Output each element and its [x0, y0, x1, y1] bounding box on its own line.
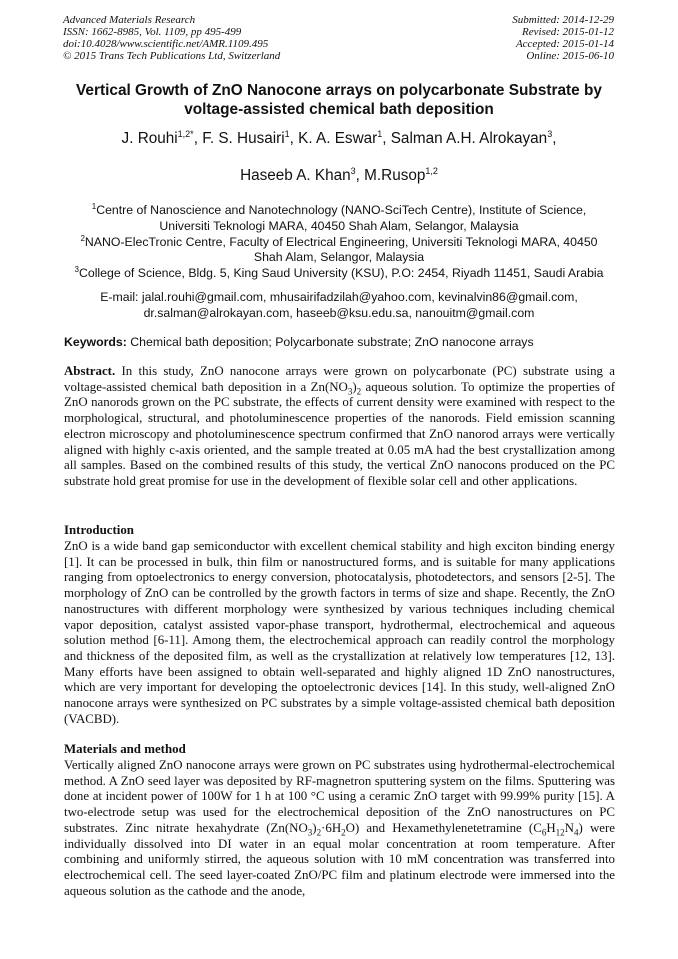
dates-header — [394, 14, 614, 62]
author-name: J. Rouhi — [121, 130, 178, 147]
body-text: ·6H — [321, 820, 342, 835]
section-heading-materials: Materials and method — [64, 742, 186, 756]
title-line: Vertical Growth of ZnO Nanocone arrays on polycarbonate Substrate by — [76, 82, 602, 99]
body-text: ) — [312, 820, 317, 835]
author-name: Salman A.H. Alrokayan — [390, 130, 548, 147]
body-text: N — [564, 820, 574, 835]
abstract-text: ) — [352, 379, 357, 394]
affiliation-mark: 3 — [74, 265, 79, 275]
author-affil-mark: 1,2 — [425, 165, 438, 176]
keywords — [64, 335, 616, 351]
paper-title — [56, 81, 622, 119]
revised-date: Revised: 2015-01-12 — [522, 26, 614, 38]
author-name: M.Rusop — [364, 167, 426, 184]
body-text: Vertically aligned ZnO nanocone arrays were grown on PC substrates using hydrothermal-electrochemical method. A ZnO seed layer was deposited by RF-magnetron sputtering system on the films. Sputtering was done at incident power of 100W for 1 h at 100 °C using a ceramic ZnO target with 99.99% purity [15]. A two-electrode setup was used for the electrochemical deposition of the ZnO nanostructures on PC substrates. Zinc nitrate hexahydrate (Zn(NO — [64, 758, 615, 835]
keywords-label: Keywords: — [64, 335, 127, 349]
abstract-text: aqueous solution. To optimize the properties of ZnO nanorods grown on the PC substrate, the effects of current density were examined with respect to the morphological, structural, and photoluminescence properties of the nanorods. Field emission scanning electron microscopy and photoluminescence spectrum confirmed that ZnO nanorod arrays were vertically aligned with highly c-axis oriented, and the sample treated at 0.05 mA had the best crystallization among all samples. Based on the combined results of this study, the vertical ZnO nanocons produced on the PC substrate hold great promise for use in the development of flexible solar cell and other applications. — [64, 379, 615, 488]
author-list: J. Rouhi$^{1,2*}$, F. S. Husairi$^1$, K. A. Eswar$^1$, Salman A.H. Alrokayan$^3$, — [121, 128, 557, 147]
author-affil-mark: 3 — [547, 128, 553, 139]
affiliations — [50, 203, 628, 282]
subscript: 3 — [307, 827, 313, 838]
author-name: K. A. Eswar — [298, 130, 378, 147]
abstract — [64, 364, 615, 490]
journal-header — [63, 14, 383, 62]
subscript: 6 — [541, 827, 547, 838]
affiliation-mark: 2 — [80, 233, 85, 243]
affiliation-text: Centre of Nanoscience and Nanotechnology (NANO-SciTech Centre), Institute of Science, — [96, 203, 587, 217]
issn: ISSN: 1662-8985, Vol. 1109, pp 495-499 — [63, 26, 242, 38]
section-heading-introduction: Introduction — [64, 523, 134, 537]
author-affil-mark: 1,2* — [177, 128, 194, 139]
journal-name: Advanced Materials Research — [63, 14, 196, 26]
materials-paragraph — [64, 758, 615, 899]
body-text: ) were individually dissolved into DI water in an equal molar concentration at room temperature. After combining and uniformly stirred, the aqueous solution with 10 mM concentration was transferred into electrochemical cell. The seed layer-coated ZnO/PC film and platinum electrode were immersed into the aqueous solution as the cathode and the anode, — [64, 820, 615, 898]
affiliation-text: Shah Alam, Selangor, Malaysia — [253, 250, 425, 265]
keywords-text: Chemical bath deposition; Polycarbonate substrate; ZnO nanocone arrays — [130, 335, 534, 349]
affiliation — [50, 203, 628, 219]
author-name: Haseeb A. Khan — [240, 167, 351, 184]
doi: doi:10.4028/www.scientific.net/AMR.1109.495 — [63, 38, 269, 50]
author-list: Haseeb A. Khan$^3$, M.Rusop$^{1,2}$ — [240, 165, 438, 184]
affiliation-text: Universiti Teknologi MARA, 40450 Shah Alam, Selangor, Malaysia — [159, 218, 519, 233]
subscript: 4 — [573, 827, 579, 838]
subscript: 2 — [341, 827, 346, 838]
accepted-date: Accepted: 2015-01-14 — [515, 38, 614, 50]
online-date: Online: 2015-06-10 — [526, 50, 614, 62]
body-text: O) and Hexamethylenetetramine (C — [345, 820, 542, 835]
title-line: voltage-assisted chemical bath deposition — [184, 101, 494, 118]
introduction-paragraph: ZnO is a wide band gap semiconductor with excellent chemical stability and high exciton binding energy [1]. It can be processed in bulk, thin film or nanostructured forms, and is suitable for many applications ranging from optoelectronics to energy conversion, photocatalysis, photodetectors, and sensors [2-5]. The morphology of ZnO can be controlled by the growth factors in terms of size and shape. Recently, the ZnO nanostructures with different morphology were synthesized by various techniques including chemical vapor deposition, catalyst assisted vapor-phase transport, hydrothermal, electrochemical and aqueous solution method [6-11]. Among them, the electrochemical approach can readily control the morphology and thickness of the deposited film, as well as the crystallization at relatively low temperatures [12, 13]. Many efforts have been assigned to obtain well-separated and highly aligned 1D ZnO nanostructures, which are very important for developing the optoelectronic devices [14]. In this study, well-aligned ZnO nanocone arrays were synthesized on PC substrates by a simple voltage-assisted chemical bath deposition (VACBD). — [64, 539, 615, 726]
affiliation — [50, 266, 628, 282]
subscript: 2 — [356, 386, 362, 397]
affiliation-text: College of Science, Bldg. 5, King Saud University (KSU), P.O: 2454, Riyadh 11451, Saudi Arabia — [78, 266, 604, 281]
affiliation-text: NANO-ElecTronic Centre, Faculty of Electrical Engineering, Universiti Teknologi MARA, 40450 — [84, 234, 598, 249]
abstract-text: In this study, ZnO nanocone arrays were grown on polycarbonate (PC) substrate using a voltage-assisted chemical bath deposition in a Zn(NO — [64, 364, 615, 394]
subscript: 3 — [347, 386, 353, 397]
affiliation-mark: 1 — [91, 201, 97, 211]
subscript: 12 — [555, 827, 565, 838]
affiliation — [50, 235, 628, 251]
author-affil-mark: 3 — [350, 165, 356, 176]
author-affil-mark: 1 — [284, 128, 290, 139]
author-affil-mark: 1 — [377, 128, 383, 139]
copyright: © 2015 Trans Tech Publications Ltd, Switzerland — [63, 50, 281, 62]
abstract-label: Abstract. — [64, 364, 116, 378]
email-block — [60, 290, 618, 322]
email-line: dr.salman@alrokayan.com, haseeb@ksu.edu.sa, nanouitm@gmail.com — [143, 305, 535, 320]
subscript: 2 — [316, 827, 322, 838]
submitted-date: Submitted: 2014-12-29 — [512, 14, 614, 26]
body-text: H — [546, 820, 556, 835]
email-line: E-mail: jalal.rouhi@gmail.com, mhusairifadzilah@yahoo.com, kevinalvin86@gmail.com, — [100, 290, 578, 304]
author-name: F. S. Husairi — [202, 130, 285, 147]
